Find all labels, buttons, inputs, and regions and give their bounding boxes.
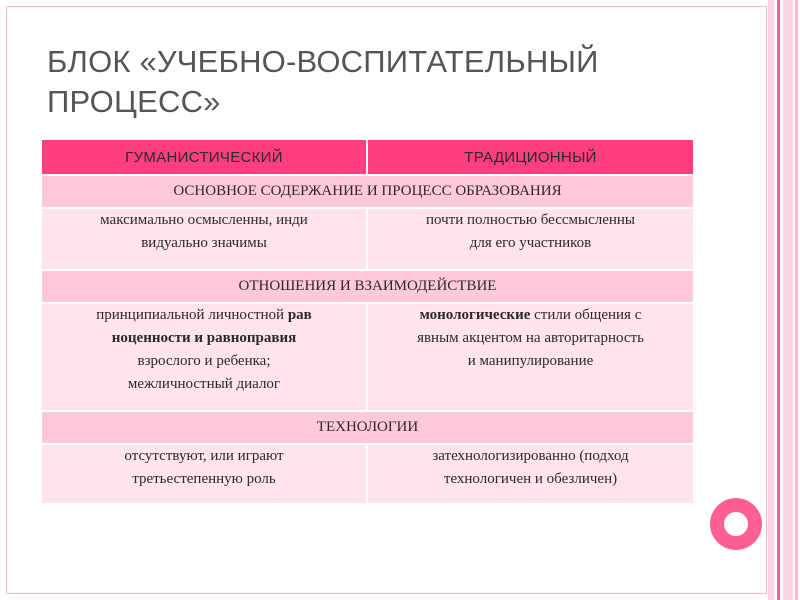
cell-text-bold: рав	[287, 307, 312, 323]
cell-humanistic-content	[41, 208, 367, 270]
decorative-stripe-1	[768, 0, 774, 600]
decorative-circle-inner	[724, 512, 748, 536]
cell-line: затехнологизированно (подход	[432, 448, 629, 464]
cell-line: явным акцентом на авторитарность	[417, 330, 644, 346]
cell-line: для его участников	[469, 235, 592, 251]
decorative-stripe-2	[777, 0, 780, 600]
table-row	[41, 303, 694, 411]
section-title-content: ОСНОВНОЕ СОДЕРЖАНИЕ И ПРОЦЕСС ОБРАЗОВАНИЯ	[41, 175, 694, 208]
section-title-technologies: ТЕХНОЛОГИИ	[41, 411, 694, 444]
cell-humanistic-relations	[41, 303, 367, 411]
cell-line: отсутствуют, или играют	[124, 448, 284, 464]
section-row	[41, 411, 694, 444]
cell-line: межличностный диалог	[127, 376, 281, 392]
cell-text: принципиальной личностной	[96, 307, 288, 323]
slide-title-line-2: ПРОЦЕСС»	[47, 84, 221, 119]
section-row	[41, 270, 694, 303]
cell-traditional-technologies	[367, 444, 694, 504]
cell-text: стили общения с	[530, 307, 642, 323]
table-header-row	[41, 139, 694, 175]
cell-humanistic-technologies	[41, 444, 367, 504]
slide-title-line-1: БЛОК «УЧЕБНО-ВОСПИТАТЕЛЬНЫЙ	[47, 44, 599, 79]
cell-line: максимально осмысленны, инди	[100, 212, 308, 228]
table-row	[41, 444, 694, 504]
cell-line: видуально значимы	[141, 235, 267, 251]
decorative-circle-icon	[710, 498, 762, 550]
cell-line: и манипулирование	[467, 353, 594, 369]
cell-line	[52, 304, 356, 327]
cell-traditional-relations	[367, 303, 694, 411]
slide-title	[47, 42, 667, 122]
cell-line: почти полностью бессмысленны	[425, 212, 636, 228]
cell-line	[378, 304, 683, 327]
header-traditional: ТРАДИЦИОННЫЙ	[367, 139, 694, 175]
cell-line: третьестепенную роль	[132, 471, 276, 487]
cell-line: взрослого и ребенка;	[137, 353, 271, 369]
section-title-relations: ОТНОШЕНИЯ И ВЗАИМОДЕЙСТВИЕ	[41, 270, 694, 303]
header-humanistic: ГУМАНИСТИЧЕСКИЙ	[41, 139, 367, 175]
decorative-stripe-3	[783, 0, 793, 600]
table-row	[41, 208, 694, 270]
cell-line	[52, 327, 356, 350]
cell-traditional-content	[367, 208, 694, 270]
comparison-table	[40, 138, 695, 505]
decorative-stripe-4	[795, 0, 798, 600]
cell-text-bold: монологические	[419, 307, 531, 323]
section-row	[41, 175, 694, 208]
cell-text-bold: ноценности и равноправия	[111, 330, 297, 346]
cell-line: технологичен и обезличен)	[443, 471, 618, 487]
